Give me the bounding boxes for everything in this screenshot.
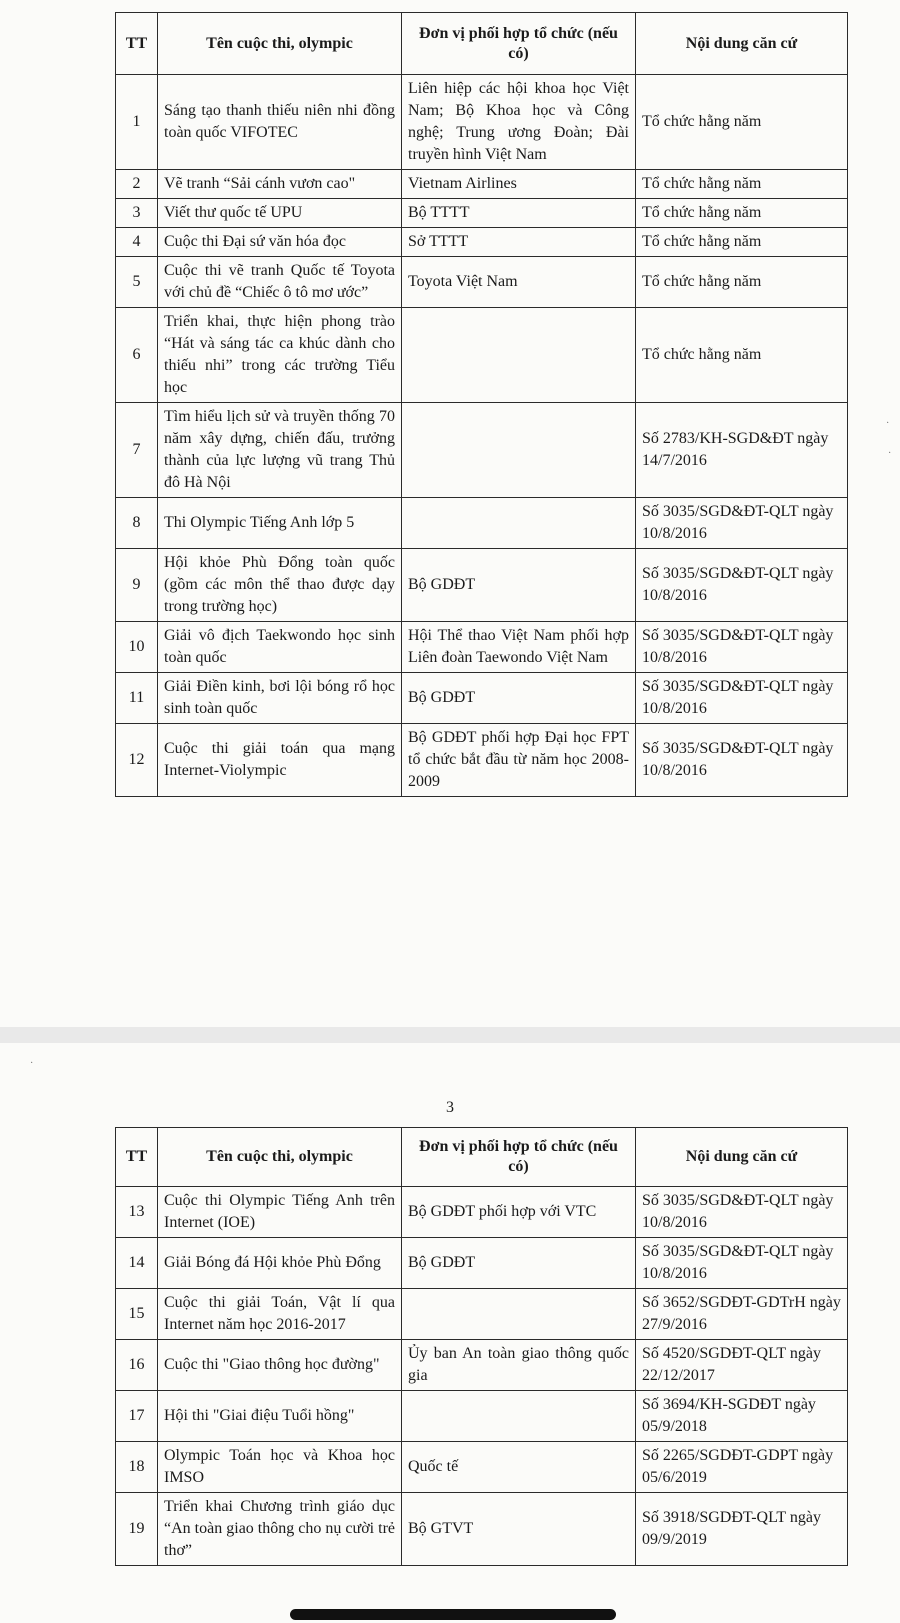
table-row bbox=[116, 549, 848, 622]
legal-basis: Tổ chức hằng năm bbox=[636, 199, 848, 228]
row-number: 8 bbox=[116, 498, 158, 549]
row-number: 15 bbox=[116, 1289, 158, 1340]
row-number: 14 bbox=[116, 1238, 158, 1289]
table1-body bbox=[116, 75, 848, 797]
row-number: 4 bbox=[116, 228, 158, 257]
legal-basis: Số 2783/KH-SGD&ĐT ngày 14/7/2016 bbox=[636, 403, 848, 498]
organizer: Bộ GDĐT phối hợp với VTC bbox=[402, 1187, 636, 1238]
organizer bbox=[402, 1391, 636, 1442]
row-number: 1 bbox=[116, 75, 158, 170]
competition-name: Cuộc thi giải toán qua mạng Internet-Violympic bbox=[158, 724, 402, 797]
row-number: 13 bbox=[116, 1187, 158, 1238]
table-row bbox=[116, 673, 848, 724]
table-row bbox=[116, 1340, 848, 1391]
table-row bbox=[116, 724, 848, 797]
legal-basis: Số 3035/SGD&ĐT-QLT ngày 10/8/2016 bbox=[636, 498, 848, 549]
row-number: 2 bbox=[116, 170, 158, 199]
competition-name: Giải Bóng đá Hội khỏe Phù Đổng bbox=[158, 1238, 402, 1289]
organizer: Bộ GDĐT bbox=[402, 549, 636, 622]
row-number: 6 bbox=[116, 308, 158, 403]
row-number: 19 bbox=[116, 1493, 158, 1566]
table-header-row bbox=[116, 1128, 848, 1187]
row-number: 17 bbox=[116, 1391, 158, 1442]
organizer: Vietnam Airlines bbox=[402, 170, 636, 199]
header-org: Đơn vị phối hợp tổ chức (nếu có) bbox=[402, 1128, 636, 1187]
table-row bbox=[116, 228, 848, 257]
legal-basis: Số 4520/SGDĐT-QLT ngày 22/12/2017 bbox=[636, 1340, 848, 1391]
table-row bbox=[116, 403, 848, 498]
row-number: 12 bbox=[116, 724, 158, 797]
row-number: 11 bbox=[116, 673, 158, 724]
legal-basis: Số 3035/SGD&ĐT-QLT ngày 10/8/2016 bbox=[636, 724, 848, 797]
organizer: Liên hiệp các hội khoa học Việt Nam; Bộ Khoa học và Công nghệ; Trung ương Đoàn; Đài truyền hình Việt Nam bbox=[402, 75, 636, 170]
row-number: 10 bbox=[116, 622, 158, 673]
home-indicator[interactable] bbox=[290, 1609, 616, 1620]
page-number: 3 bbox=[446, 1099, 454, 1116]
table-row bbox=[116, 1187, 848, 1238]
table-row bbox=[116, 1238, 848, 1289]
legal-basis: Số 3035/SGD&ĐT-QLT ngày 10/8/2016 bbox=[636, 1187, 848, 1238]
legal-basis: Tổ chức hằng năm bbox=[636, 170, 848, 199]
organizer: Bộ TTTT bbox=[402, 199, 636, 228]
legal-basis: Tổ chức hằng năm bbox=[636, 228, 848, 257]
scan-speck: · bbox=[888, 448, 892, 459]
table-row bbox=[116, 498, 848, 549]
table-row bbox=[116, 199, 848, 228]
legal-basis: Số 3035/SGD&ĐT-QLT ngày 10/8/2016 bbox=[636, 549, 848, 622]
header-tt: TT bbox=[116, 13, 158, 75]
table-row bbox=[116, 1493, 848, 1566]
organizer: Bộ GDĐT phối hợp Đại học FPT tổ chức bắt đầu từ năm học 2008-2009 bbox=[402, 724, 636, 797]
legal-basis: Số 3035/SGD&ĐT-QLT ngày 10/8/2016 bbox=[636, 622, 848, 673]
competition-name: Cuộc thi Olympic Tiếng Anh trên Internet (IOE) bbox=[158, 1187, 402, 1238]
row-number: 16 bbox=[116, 1340, 158, 1391]
competition-name: Giải Điền kinh, bơi lội bóng rổ học sinh toàn quốc bbox=[158, 673, 402, 724]
competition-name: Hội thi "Giai điệu Tuổi hồng" bbox=[158, 1391, 402, 1442]
competition-name: Olympic Toán học và Khoa học IMSO bbox=[158, 1442, 402, 1493]
competition-name: Hội khỏe Phù Đổng toàn quốc (gồm các môn thể thao được dạy trong trường học) bbox=[158, 549, 402, 622]
table-row bbox=[116, 308, 848, 403]
table-header-row bbox=[116, 13, 848, 75]
row-number: 5 bbox=[116, 257, 158, 308]
organizer bbox=[402, 403, 636, 498]
scan-speck: · bbox=[30, 1058, 34, 1069]
legal-basis: Số 3035/SGD&ĐT-QLT ngày 10/8/2016 bbox=[636, 673, 848, 724]
competition-name: Cuộc thi Đại sứ văn hóa đọc bbox=[158, 228, 402, 257]
organizer: Bộ GDĐT bbox=[402, 1238, 636, 1289]
legal-basis: Số 3035/SGD&ĐT-QLT ngày 10/8/2016 bbox=[636, 1238, 848, 1289]
legal-basis: Tổ chức hằng năm bbox=[636, 75, 848, 170]
competition-name: Cuộc thi vẽ tranh Quốc tế Toyota với chủ đề “Chiếc ô tô mơ ước” bbox=[158, 257, 402, 308]
row-number: 7 bbox=[116, 403, 158, 498]
legal-basis: Số 3918/SGDĐT-QLT ngày 09/9/2019 bbox=[636, 1493, 848, 1566]
competition-name: Vẽ tranh “Sải cánh vươn cao" bbox=[158, 170, 402, 199]
header-basis: Nội dung căn cứ bbox=[636, 13, 848, 75]
table-row bbox=[116, 170, 848, 199]
header-tt: TT bbox=[116, 1128, 158, 1187]
table-row bbox=[116, 622, 848, 673]
organizer bbox=[402, 308, 636, 403]
legal-basis: Tổ chức hằng năm bbox=[636, 308, 848, 403]
table-row bbox=[116, 1442, 848, 1493]
organizer: Hội Thể thao Việt Nam phối hợp Liên đoàn Taewondo Việt Nam bbox=[402, 622, 636, 673]
table-row bbox=[116, 1289, 848, 1340]
competition-table-part-2 bbox=[115, 1127, 848, 1566]
organizer bbox=[402, 498, 636, 549]
organizer bbox=[402, 1289, 636, 1340]
competition-name: Thi Olympic Tiếng Anh lớp 5 bbox=[158, 498, 402, 549]
organizer: Toyota Việt Nam bbox=[402, 257, 636, 308]
organizer: Sở TTTT bbox=[402, 228, 636, 257]
competition-name: Cuộc thi giải Toán, Vật lí qua Internet năm học 2016-2017 bbox=[158, 1289, 402, 1340]
competition-name: Giải vô địch Taekwondo học sinh toàn quốc bbox=[158, 622, 402, 673]
competition-name: Triển khai Chương trình giáo dục “An toàn giao thông cho nụ cười trẻ thơ” bbox=[158, 1493, 402, 1566]
row-number: 3 bbox=[116, 199, 158, 228]
organizer: Ủy ban An toàn giao thông quốc gia bbox=[402, 1340, 636, 1391]
legal-basis: Số 2265/SGDĐT-GDPT ngày 05/6/2019 bbox=[636, 1442, 848, 1493]
scan-speck: · bbox=[886, 418, 890, 429]
header-basis: Nội dung căn cứ bbox=[636, 1128, 848, 1187]
row-number: 9 bbox=[116, 549, 158, 622]
competition-table-part-1 bbox=[115, 12, 848, 797]
legal-basis: Số 3652/SGDĐT-GDTrH ngày 27/9/2016 bbox=[636, 1289, 848, 1340]
table-row bbox=[116, 257, 848, 308]
organizer: Bộ GTVT bbox=[402, 1493, 636, 1566]
competition-name: Triển khai, thực hiện phong trào “Hát và sáng tác ca khúc dành cho thiếu nhi” trong các trường Tiểu học bbox=[158, 308, 402, 403]
table-row bbox=[116, 1391, 848, 1442]
table2-body bbox=[116, 1187, 848, 1566]
legal-basis: Tổ chức hằng năm bbox=[636, 257, 848, 308]
row-number: 18 bbox=[116, 1442, 158, 1493]
header-name: Tên cuộc thi, olympic bbox=[158, 13, 402, 75]
header-org: Đơn vị phối hợp tổ chức (nếu có) bbox=[402, 13, 636, 75]
competition-name: Viết thư quốc tế UPU bbox=[158, 199, 402, 228]
competition-name: Tìm hiểu lịch sử và truyền thống 70 năm xây dựng, chiến đấu, trưởng thành của lực lượng vũ trang Thủ đô Hà Nội bbox=[158, 403, 402, 498]
competition-name: Sáng tạo thanh thiếu niên nhi đồng toàn quốc VIFOTEC bbox=[158, 75, 402, 170]
competition-name: Cuộc thi "Giao thông học đường" bbox=[158, 1340, 402, 1391]
organizer: Bộ GDĐT bbox=[402, 673, 636, 724]
table-row bbox=[116, 75, 848, 170]
organizer: Quốc tế bbox=[402, 1442, 636, 1493]
legal-basis: Số 3694/KH-SGDĐT ngày 05/9/2018 bbox=[636, 1391, 848, 1442]
header-name: Tên cuộc thi, olympic bbox=[158, 1128, 402, 1187]
